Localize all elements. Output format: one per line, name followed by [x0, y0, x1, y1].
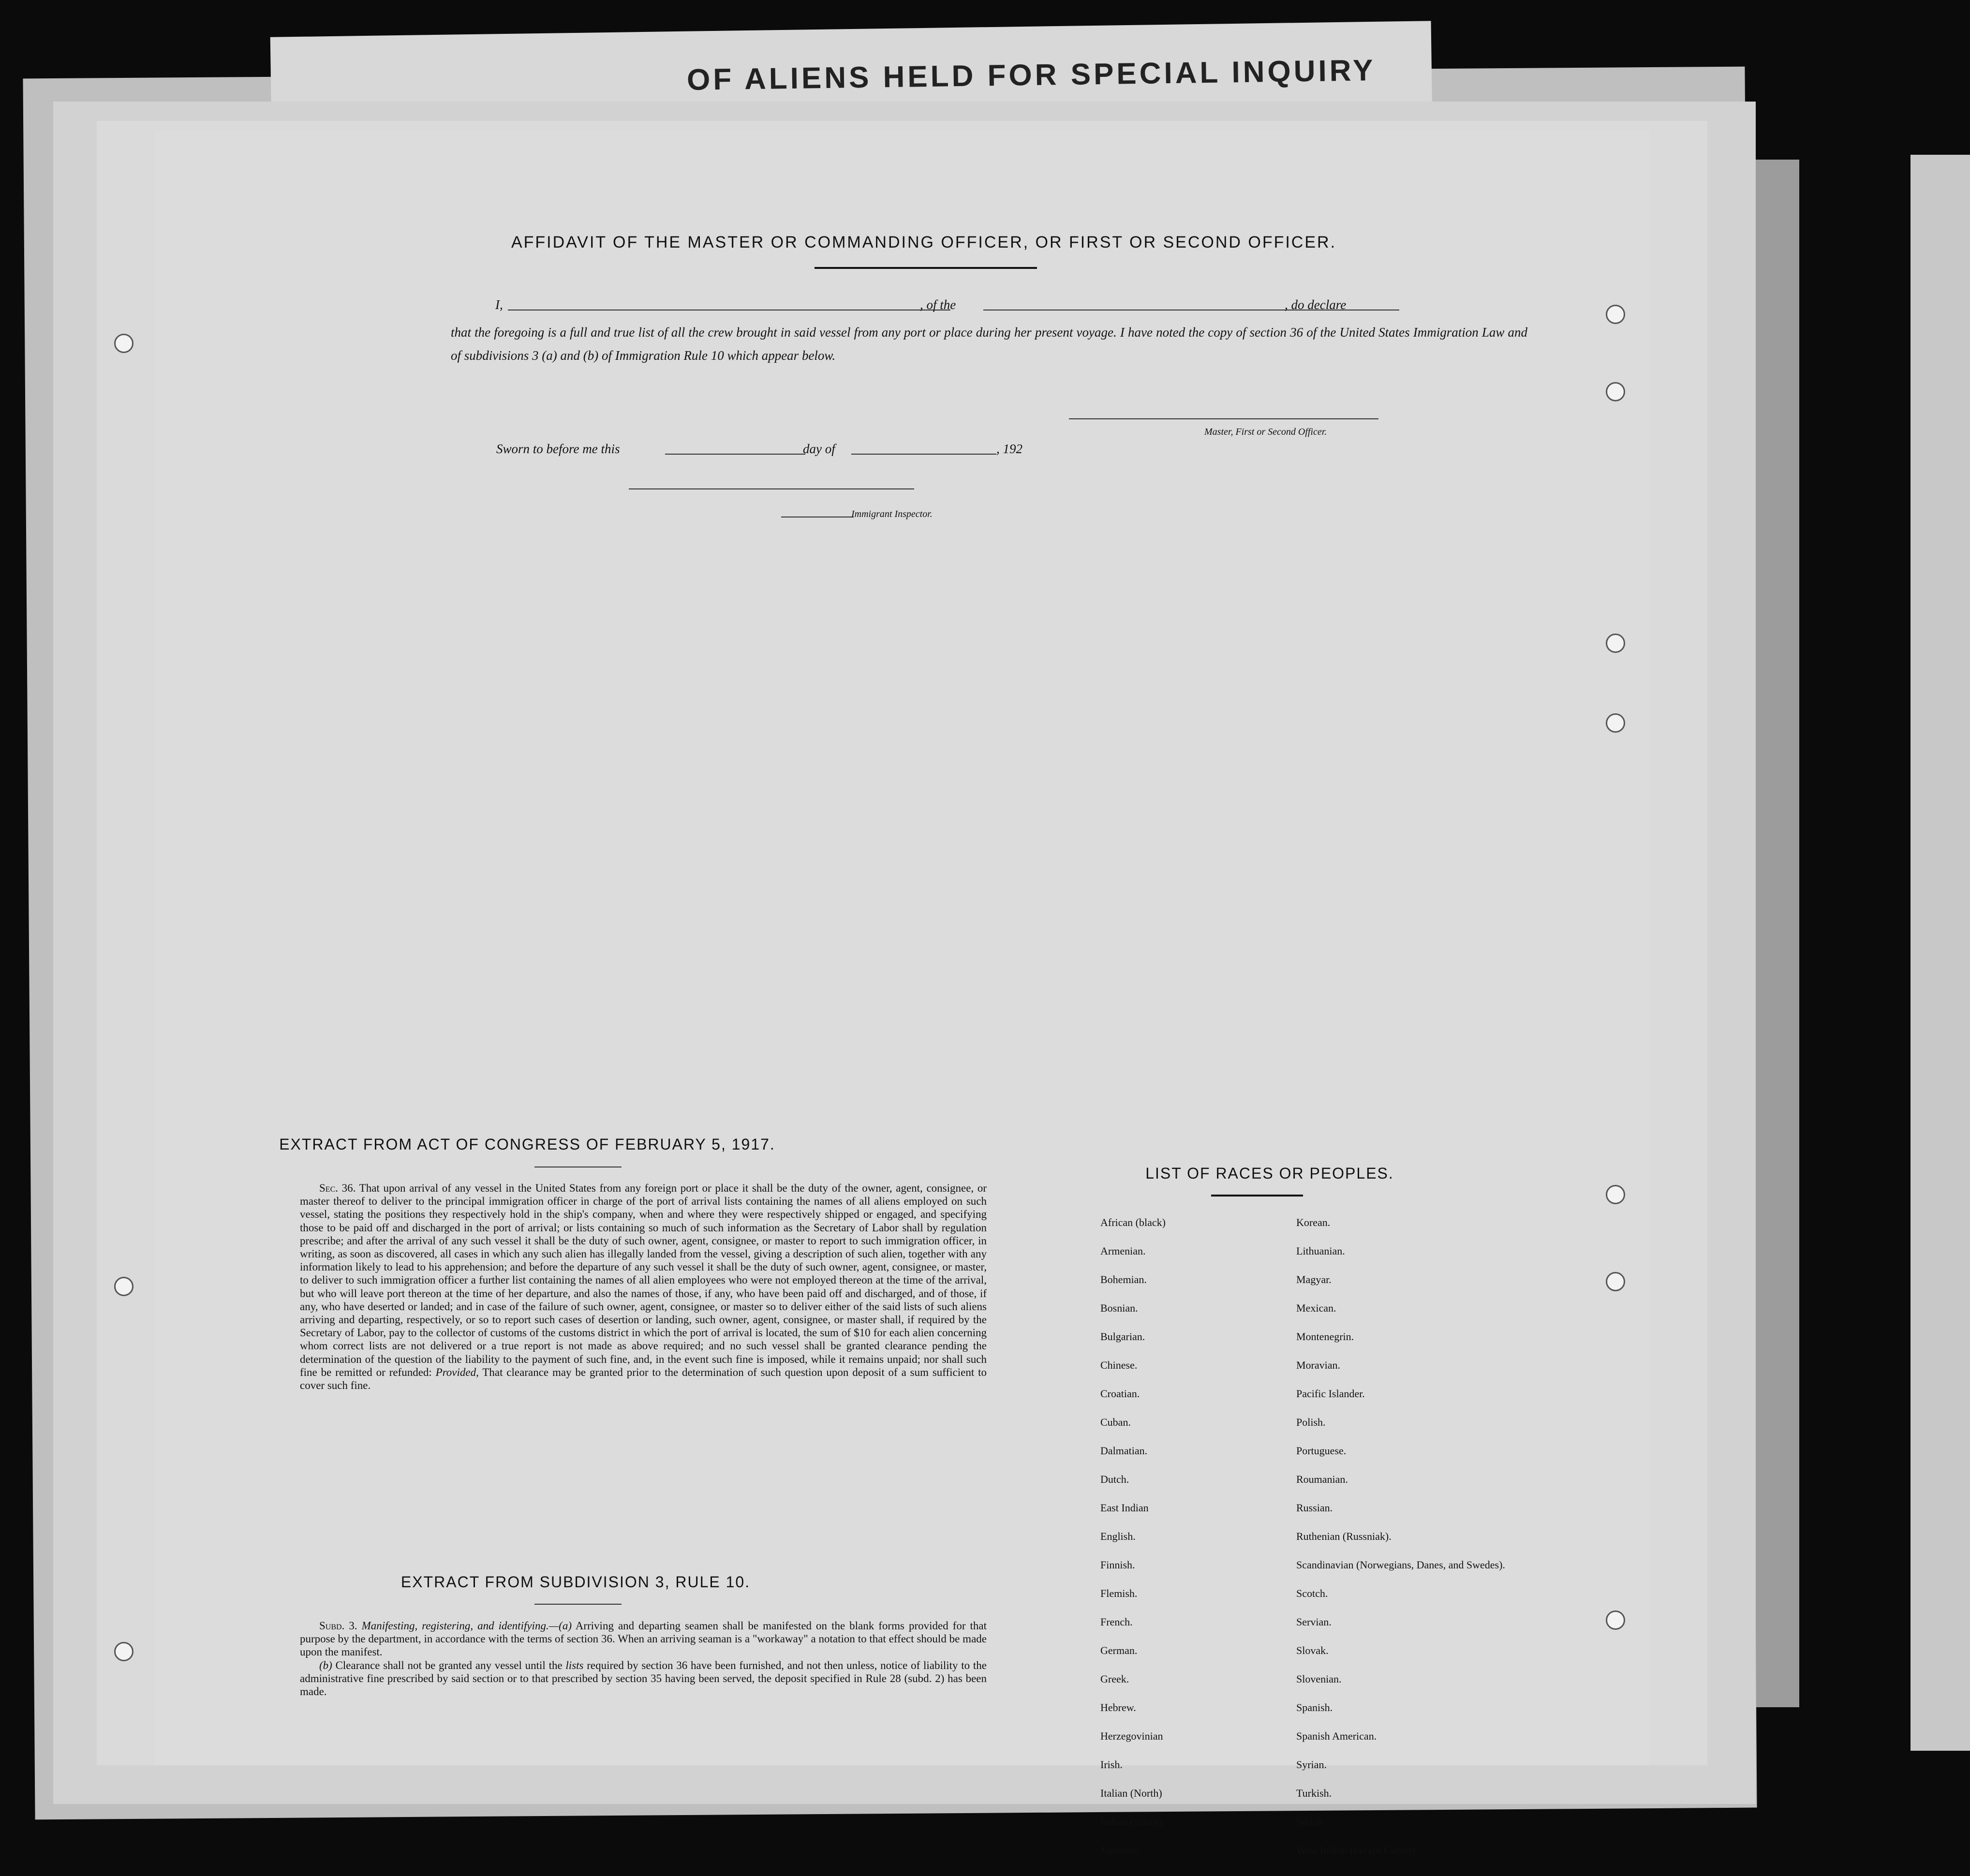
para-b-text-2: required by section 36 have been furnished, and not then unless, notice of liability to the administrative fine prescribed by said section or to that prescribed by section 35 having been served, the deposit specified in Rule 28 (subd. 2) has been made. [300, 1659, 987, 1698]
race-item: Armenian. [1100, 1245, 1146, 1257]
inspector-label: Immigrant Inspector. [851, 509, 933, 519]
race-item: Roumanian. [1296, 1473, 1348, 1485]
race-item: Moravian. [1296, 1359, 1341, 1371]
of-the-label: , of the [920, 297, 956, 312]
race-item: Korean. [1296, 1216, 1331, 1228]
para-a-marker: —(a) [548, 1620, 572, 1632]
race-item: Japanese. [1100, 1844, 1141, 1856]
day-of-label: day of [803, 442, 835, 456]
subd-label: Subd. 3. [319, 1620, 357, 1632]
binder-hole [1606, 382, 1625, 401]
affidavit-declaration: that the foregoing is a full and true list of all the crew brought in said vessel from any port or place during her present voyage. I have noted the copy of section 36 of the United States Immigration Law and of subdivisions 3 (a) and (b) of Immigration Rule 10 which appear below. [451, 325, 1527, 363]
race-item: Slovenian. [1296, 1673, 1342, 1685]
sworn-day-blank[interactable] [665, 454, 805, 455]
binder-hole [1606, 634, 1625, 653]
race-item: English. [1100, 1530, 1136, 1542]
race-item: Bulgarian. [1100, 1330, 1145, 1343]
inspector-signature-blank[interactable] [629, 488, 914, 489]
document-page [155, 131, 1649, 1856]
race-item: Italian (North) [1100, 1787, 1162, 1799]
races-heading: LIST OF RACES OR PEOPLES. [1145, 1165, 1394, 1182]
races-heading-underline [1211, 1195, 1303, 1197]
binder-hole [1606, 305, 1625, 324]
race-item: Welsh [1296, 1816, 1323, 1828]
race-item: Mexican. [1296, 1302, 1336, 1314]
binder-hole [1606, 1272, 1625, 1291]
race-item: Russian. [1296, 1502, 1333, 1514]
year-label: , 192 [996, 442, 1022, 456]
para-b-lists: lists [565, 1659, 584, 1671]
race-item: Spanish. [1296, 1701, 1333, 1714]
provided-label: Provided, [435, 1366, 479, 1378]
underlying-form-title: OF ALIENS HELD FOR SPECIAL INQUIRY [686, 54, 1376, 97]
race-item: Dalmatian. [1100, 1445, 1148, 1457]
section-label: Sec. 36. [319, 1182, 356, 1194]
para-b-marker: (b) [319, 1659, 332, 1671]
section-36-body: That upon arrival of any vessel in the United States from any foreign port or place it shall be the duty of the owner, agent, consignee, or master thereof to deliver to the principal immigration officer in charge of the port of arrival lists containing the names of all aliens employed on such vessel, stating the positions they respectively hold in the ship's company, when and where they were respectively shipped or engaged, and specifying those to be paid off and discharged in the port of arrival; or lists containing so much of such information as the Secretary of Labor shall by regulation prescribe; and after the arrival of any such vessel it shall be the duty of such owner, agent, consignee, or master to report to such immigration officer, in writing, as soon as discovered, all cases in which any such alien has illegally landed from the vessel, giving a description of such alien, together with any information likely to lead to his apprehension; and before the departure of any such vessel it shall be the duty of such owner, agent, consignee, or master, to deliver to such immigration officer a further list containing the names of all alien employees who were not employed thereon at the time of the arrival, but who will leave port thereon at the time of her departure, and also the names of those, if any, who have been paid off and discharged, and of those, if any, who have deserted or landed; and in case of the failure of such owner, agent, consignee, or master so to deliver either of the said lists of such aliens arriving and departing, respectively, or so to report such cases of desertion or landing, such owner, agent, consignee, or master shall, if required by the Secretary of Labor, pay to the collector of customs of the customs district in which the port of arrival is located, the sum of $10 for each alien concerning whom correct lists are not delivered or a true report is not made as above required; and no such vessel shall be granted clearance pending the determination of the question of the liability to the payment of such fine, and, in the event such fine is imposed, while it remains unpaid; nor shall such fine be remitted or refunded: [300, 1182, 987, 1378]
race-item: Bosnian. [1100, 1302, 1138, 1314]
race-item: West Indian (except Cuban) [1296, 1844, 1415, 1856]
race-item: African (black) [1100, 1216, 1166, 1228]
adjacent-page-edge [1911, 155, 1970, 1751]
sworn-label: Sworn to before me this [496, 442, 620, 456]
subdivision-3-text [300, 1619, 987, 1698]
race-item: East Indian [1100, 1502, 1149, 1514]
race-item: Montenegrin. [1296, 1330, 1354, 1343]
master-signature-label: Master, First or Second Officer. [1204, 427, 1327, 437]
race-item: Servian. [1296, 1616, 1332, 1628]
race-item: Portuguese. [1296, 1445, 1347, 1457]
race-item: Turkish. [1296, 1787, 1332, 1799]
race-item: Croatian. [1100, 1388, 1140, 1400]
race-item: Flemish. [1100, 1587, 1138, 1599]
race-item: Irish. [1100, 1758, 1123, 1771]
binder-hole [114, 1277, 133, 1296]
race-item: Greek. [1100, 1673, 1129, 1685]
race-item: Italian (South). [1100, 1816, 1165, 1828]
race-item: Pacific Islander. [1296, 1388, 1365, 1400]
race-item: Magyar. [1296, 1273, 1332, 1285]
race-item: Chinese. [1100, 1359, 1138, 1371]
race-item: Herzegovinian [1100, 1730, 1163, 1742]
binder-hole [1606, 713, 1625, 733]
sworn-month-blank[interactable] [851, 454, 996, 455]
race-item: Scotch. [1296, 1587, 1328, 1599]
subd-title: Manifesting, registering, and identifying. [361, 1620, 549, 1632]
act-extract-heading: EXTRACT FROM ACT OF CONGRESS OF FEBRUARY 5, 1917. [279, 1136, 775, 1153]
para-b-text-1: Clearance shall not be granted any vessel until the [335, 1659, 563, 1671]
races-column-right [1296, 1216, 1509, 1873]
rule-heading-underline [534, 1604, 622, 1605]
affidavit-i-label: I, [495, 297, 503, 312]
section-36-text [300, 1182, 987, 1392]
master-signature-blank[interactable] [1069, 418, 1378, 419]
race-item: Syrian. [1296, 1758, 1327, 1771]
race-item: Hebrew. [1100, 1701, 1136, 1714]
binder-hole [114, 1642, 133, 1661]
race-item: Spanish American. [1296, 1730, 1377, 1742]
binder-hole [1606, 1185, 1625, 1204]
title-underline [815, 267, 1037, 269]
race-item: German. [1100, 1644, 1138, 1656]
race-item: French. [1100, 1616, 1133, 1628]
race-item: Slovak. [1296, 1644, 1329, 1656]
affidavit-title: AFFIDAVIT OF THE MASTER OR COMMANDING OFFICER, OR FIRST OR SECOND OFFICER. [511, 233, 1337, 251]
race-item: Scandinavian (Norwegians, Danes, and Swedes). [1296, 1559, 1505, 1571]
para-a-text: Arriving and departing seamen shall be manifested on the blank forms provided for that purpose by the department, in accordance with the terms of section 36. When an arriving seaman is a "workaway" a notation to that effect should be made upon the manifest. [300, 1620, 987, 1658]
race-item: Ruthenian (Russniak). [1296, 1530, 1392, 1542]
races-column-left [1100, 1216, 1284, 1873]
race-item: Lithuanian. [1296, 1245, 1345, 1257]
race-item: Dutch. [1100, 1473, 1129, 1485]
race-item: Bohemian. [1100, 1273, 1147, 1285]
section-36-end: That clearance may be granted prior to the determination of such question upon deposit of a sum sufficient to cover such fine. [300, 1366, 987, 1392]
rule-extract-heading: EXTRACT FROM SUBDIVISION 3, RULE 10. [400, 1573, 751, 1591]
race-item: Polish. [1296, 1416, 1326, 1428]
race-item: Cuban. [1100, 1416, 1131, 1428]
race-item: Finnish. [1100, 1559, 1135, 1571]
binder-hole [1606, 1610, 1625, 1630]
do-declare-label: , do declare [1285, 297, 1347, 312]
binder-hole [114, 334, 133, 353]
